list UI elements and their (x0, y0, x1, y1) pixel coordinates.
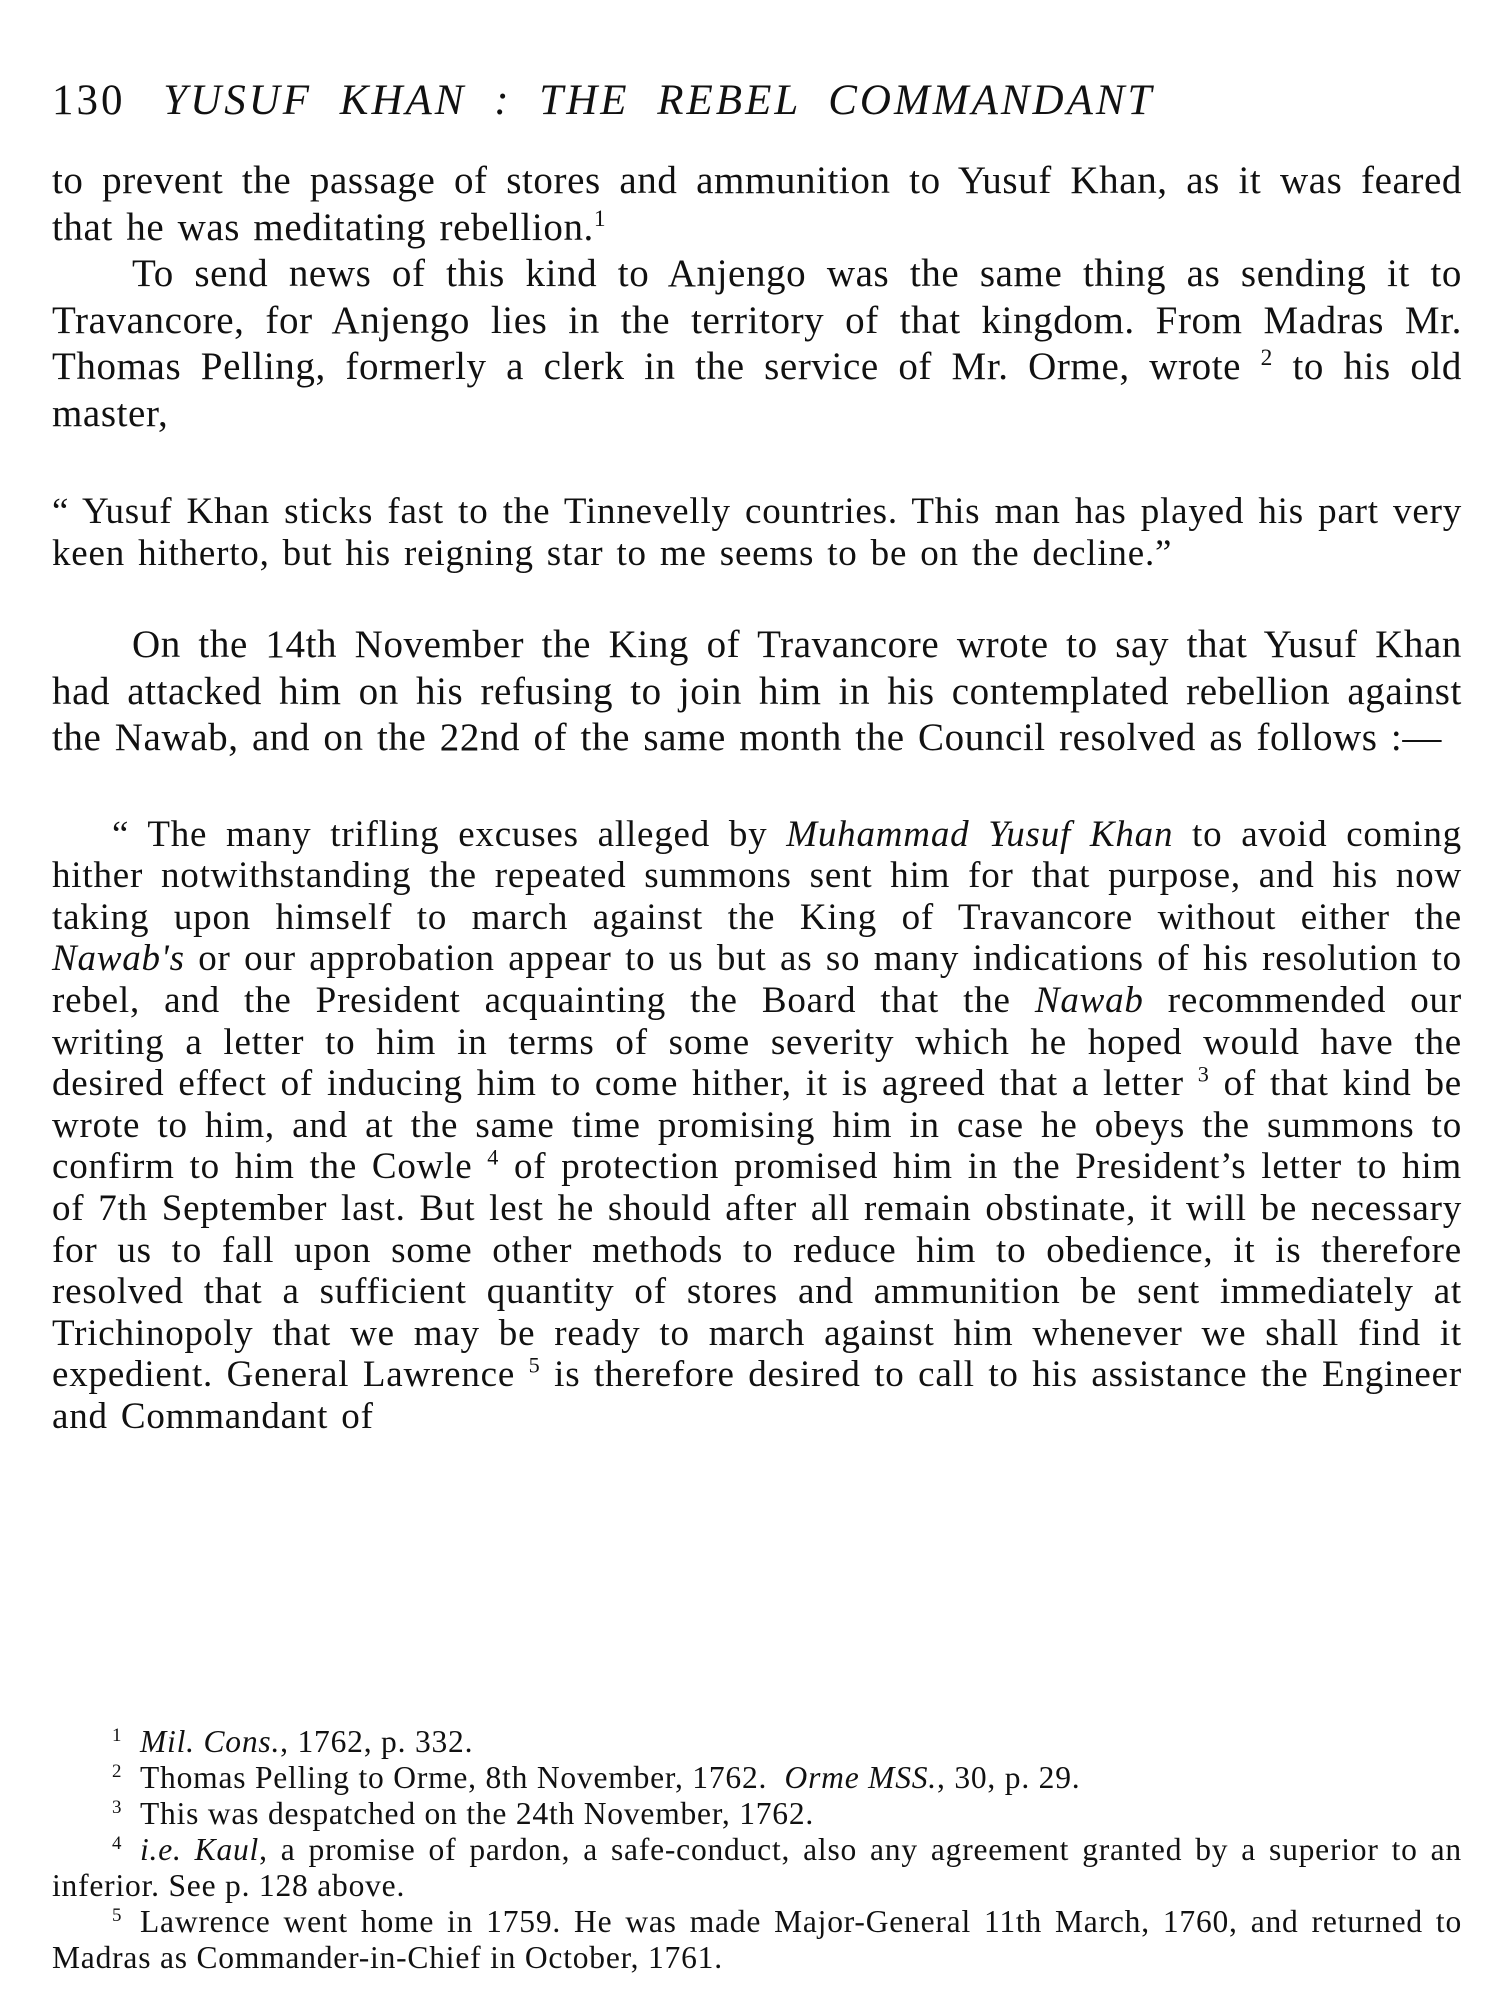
footnote-ref-5: 5 (528, 1353, 541, 1379)
footnote-ref-1: 1 (593, 205, 607, 232)
paragraph-3: On the 14th November the King of Travancore wrote to say that Yusuf Khan had attacked him on his refusing to join him in his contemplated rebellion against the Nawab, and on the 22nd of the same month the Council resolved as follows :— (52, 623, 1462, 760)
footnote-4-italic: i.e. Kaul (140, 1832, 260, 1867)
footnotes (52, 1724, 1462, 1976)
footnote-5-text: Lawrence went home in 1759. He was made Major-General 11th March, 1760, and returned to Madras as Commander-in-Chief in October, 1761. (52, 1904, 1462, 1975)
footnote-5: $^5$ Lawrence went home in 1759. He was made Major-General 11th March, 1760, and returned to Madras as Commander-in-Chief in October, 1761. (52, 1904, 1462, 1975)
page-header (52, 76, 1462, 125)
paragraph-1 (52, 158, 1462, 251)
quote-2-s5: of that kind be wrote to him, and at the same time promising him in case he obeys the summons to confirm to him the Cowle (52, 1063, 1462, 1188)
footnote-2-text-b: , 30, p. 29. (936, 1760, 1081, 1795)
footnote-2: $^2$ Thomas Pelling to Orme, 8th November, 1762. Orme MSS., 30, p. 29. (112, 1760, 1081, 1795)
quote-2-s4: recommended our writing a letter to him in terms of some severity which he hoped would have the desired effect of inducing him to come hither, it is agreed that a letter (52, 980, 1462, 1105)
footnote-ref-2: 2 (1260, 345, 1273, 371)
quote-2-s2: to avoid coming hither notwithstanding the repeated summons sent him for that purpose, and his now taking upon himself to march against the King of Travancore without either the (52, 813, 1462, 938)
block-quote-2 (52, 814, 1462, 1438)
paragraph-2-text-a: To send news of this kind to Anjengo was the same thing as sending it to Travancore, for Anjengo lies in the territory of that kingdom. From Madras Mr. Thomas Pelling, formerly a clerk in the service of Mr. Orme, wrote (52, 252, 1462, 388)
quote-2-nawabs: Nawab's (52, 938, 185, 980)
footnote-2-text-a: Thomas Pelling to Orme, 8th November, 1762. (140, 1760, 768, 1795)
footnote-4: $^4$ i.e. Kaul, a promise of pardon, a safe-conduct, also any agreement granted by a superior to an inferior. See p. 128 above. (52, 1832, 1462, 1903)
quote-2-s6: of protection promised him in the President’s letter to him of 7th September last. But lest he should after all remain obstinate, it will be necessary for us to fall upon some other methods to reduce him to obedience, it is therefore resolved that a sufficient quantity of stores and ammunition be sent immediately at Trichinopoly that we may be ready to march against him whenever we shall find it expedient. General Lawrence (52, 1146, 1462, 1396)
footnote-1-text: , 1762, p. 332. (280, 1724, 474, 1759)
footnote-ref-3: 3 (1197, 1061, 1210, 1087)
quote-2-s7: is therefore desired to call to his assistance the Engineer and Commandant of (52, 1354, 1462, 1437)
footnote-1: $^1$ Mil. Cons., 1762, p. 332. (112, 1724, 474, 1759)
paragraph-2-text-b: to his old master, (52, 345, 1463, 435)
quote-2-name: Muhammad Yusuf Khan (786, 813, 1174, 855)
block-quote-1: “ Yusuf Khan sticks fast to the Tinnevelly countries. This man has played his part very keen hitherto, but his reigning star to me seems to be on the decline.” (52, 491, 1462, 574)
paragraph-1-text: to prevent the passage of stores and ammunition to Yusuf Khan, as it was feared that he was meditating rebellion. (52, 159, 1462, 249)
footnote-3-text: This was despatched on the 24th November, 1762. (140, 1796, 815, 1831)
quote-2-s3: or our approbation appear to us but as so many indications of his resolution to rebel, and the President acquainting the Board that the (52, 938, 1462, 1022)
page-number: 130 (52, 77, 126, 124)
main-text (52, 158, 1462, 1438)
footnote-3: $^3$ This was despatched on the 24th November, 1762. (112, 1796, 815, 1831)
footnote-4-text: , a promise of pardon, a safe-conduct, also any agreement granted by a superior to an inferior. See p. 128 above. (52, 1832, 1462, 1903)
footnote-ref-4: 4 (487, 1145, 500, 1171)
quote-2-s1: “ The many trifling excuses alleged by (112, 813, 768, 855)
running-title: YUSUF KHAN : THE REBEL COMMANDANT (163, 77, 1155, 124)
paragraph-2 (52, 251, 1462, 437)
quote-2-nawab: Nawab (1034, 980, 1144, 1022)
footnote-1-italic: Mil. Cons. (140, 1724, 281, 1759)
footnote-2-italic: Orme MSS. (784, 1760, 937, 1795)
